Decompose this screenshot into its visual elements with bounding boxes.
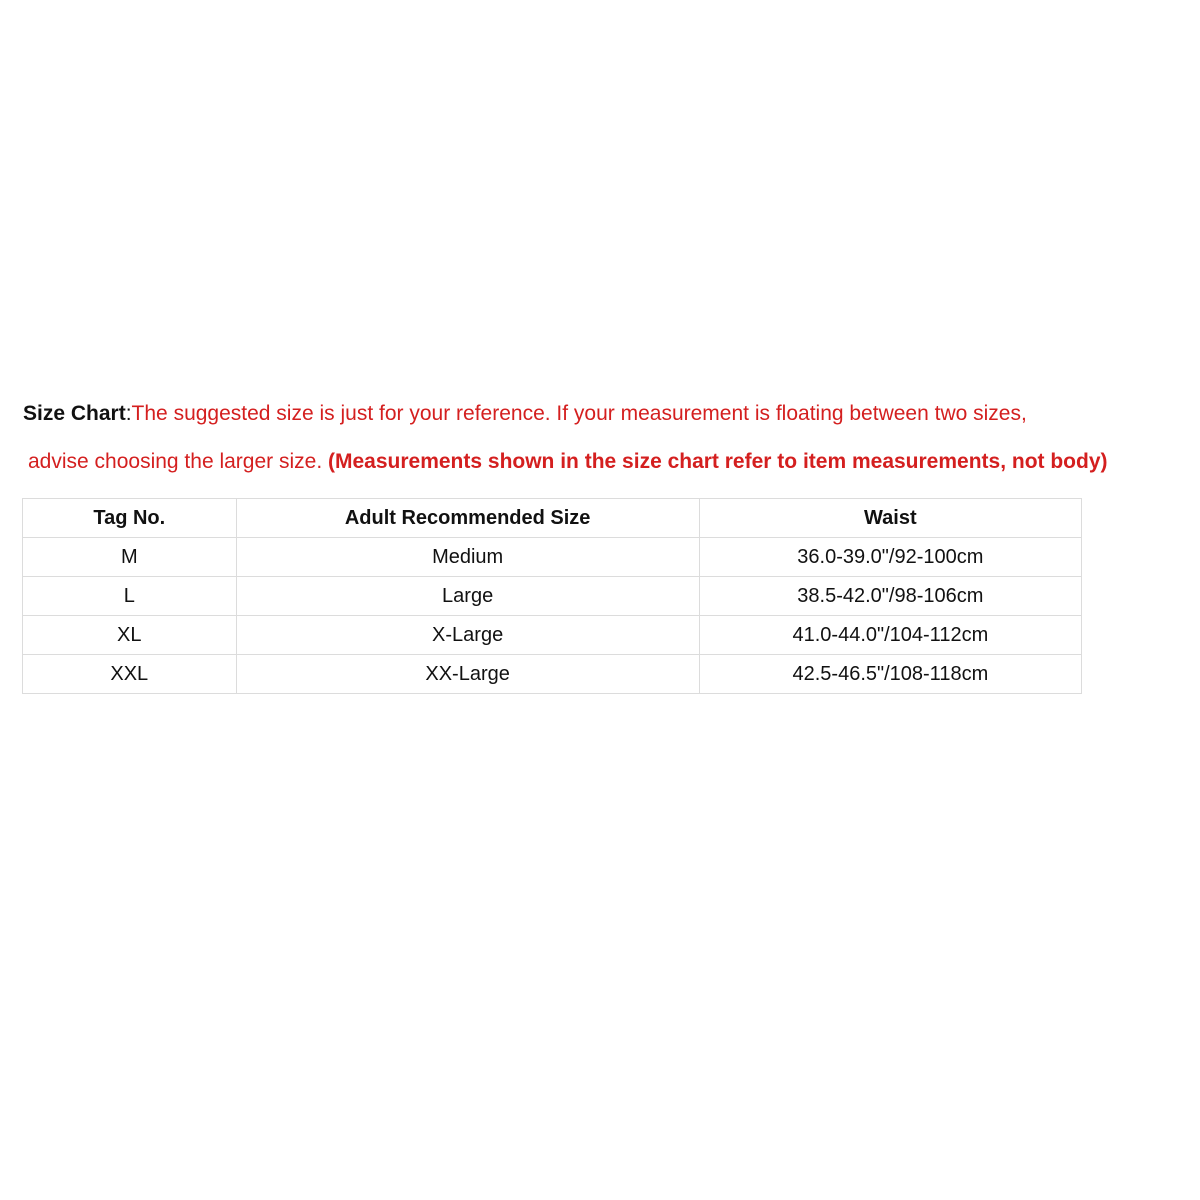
reference-note-line-1: The suggested size is just for your reference. If your measurement is floating between two sizes, xyxy=(131,402,1027,425)
cell-tag-no: XXL xyxy=(23,655,237,694)
table-row xyxy=(23,577,1082,616)
cell-waist: 42.5-46.5"/108-118cm xyxy=(699,655,1081,694)
size-chart-label: Size Chart xyxy=(23,402,126,425)
table-row xyxy=(23,655,1082,694)
measurement-note: (Measurements shown in the size chart refer to item measurements, not body) xyxy=(328,450,1108,473)
table-row xyxy=(23,616,1082,655)
size-table xyxy=(22,498,1082,694)
header-tag-no: Tag No. xyxy=(23,499,237,538)
cell-waist: 38.5-42.0"/98-106cm xyxy=(699,577,1081,616)
reference-note-line-2: advise choosing the larger size. xyxy=(28,450,328,473)
size-chart-colon: : xyxy=(125,402,132,425)
table-header-row xyxy=(23,499,1082,538)
cell-waist: 36.0-39.0"/92-100cm xyxy=(699,538,1081,577)
cell-recommended-size: XX-Large xyxy=(236,655,699,694)
cell-tag-no: XL xyxy=(23,616,237,655)
cell-recommended-size: X-Large xyxy=(236,616,699,655)
cell-recommended-size: Large xyxy=(236,577,699,616)
size-chart-intro-line-2 xyxy=(28,449,1108,475)
cell-waist: 41.0-44.0"/104-112cm xyxy=(699,616,1081,655)
cell-tag-no: L xyxy=(23,577,237,616)
table-row xyxy=(23,538,1082,577)
header-waist: Waist xyxy=(699,499,1081,538)
size-chart-intro-line-1 xyxy=(23,401,1027,427)
cell-recommended-size: Medium xyxy=(236,538,699,577)
cell-tag-no: M xyxy=(23,538,237,577)
header-adult-recommended-size: Adult Recommended Size xyxy=(236,499,699,538)
